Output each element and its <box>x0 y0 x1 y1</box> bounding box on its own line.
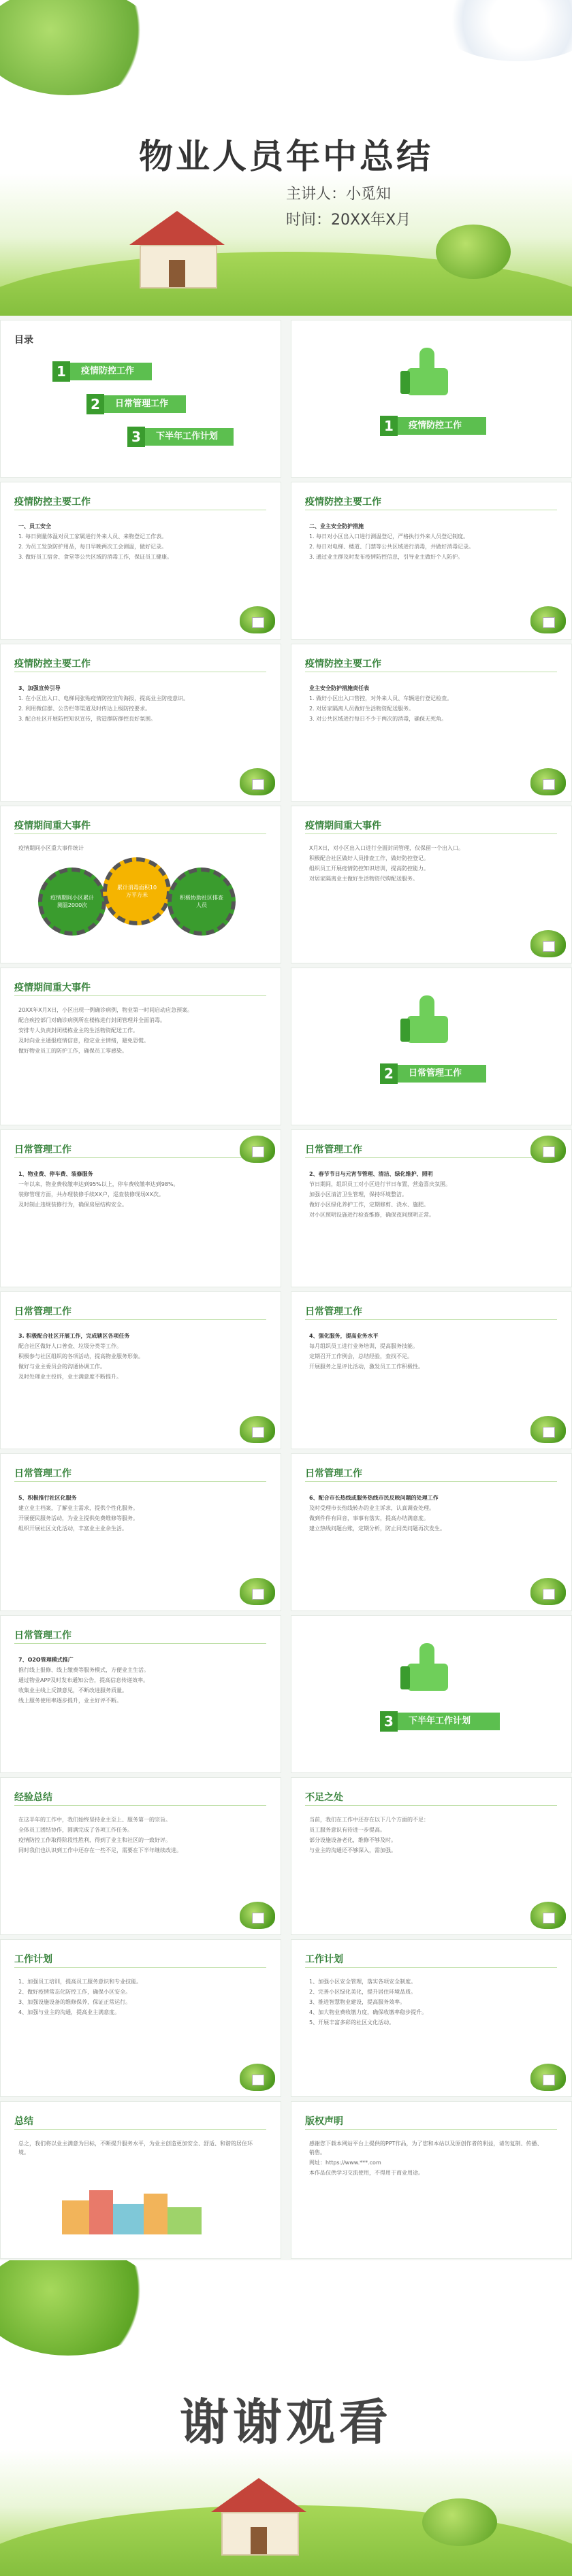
slide-line: 2. 为员工发放防护用品，每日早晚两次工会测温，做好记录。 <box>18 544 168 550</box>
slide-title: 经验总结 <box>14 1792 52 1803</box>
content-slide-7 <box>0 968 281 1125</box>
slide-line: 配合疾控部门对确诊病例所在楼栋进行封闭管理并全面消毒。 <box>18 1017 165 1023</box>
leaf-house-icon <box>530 930 566 957</box>
section-3-label: 下半年工作计划 <box>398 1713 500 1730</box>
slide-line: 3. 对公共区域进行每日不少于两次的消毒，确保无死角。 <box>309 716 447 722</box>
section-1-label: 疫情防控工作 <box>398 417 486 435</box>
leaf-house-icon <box>530 606 566 633</box>
leaf-house-icon <box>240 1578 275 1605</box>
toc-item-1[interactable]: 疫情防控工作 <box>70 363 152 380</box>
slide-line: 建立业主档案，了解业主需求，提供个性化服务。 <box>18 1505 138 1511</box>
thumbs-up-icon <box>400 348 462 395</box>
slide-title: 疫情防控主要工作 <box>14 659 91 670</box>
slide-line: 在这半年的工作中，我们始终坚持业主至上、服务第一的宗旨。 <box>18 1817 171 1823</box>
leaf-house-icon <box>240 1416 275 1443</box>
slide-line: 疫情防控工作取得阶段性胜利，得到了业主和社区的一致好评。 <box>18 1837 171 1843</box>
slide-line: 线上服务使用率逐步提升，业主好评不断。 <box>18 1698 122 1704</box>
slide-title: 工作计划 <box>14 1954 52 1965</box>
cover-title: 物业人员年中总结 <box>139 137 433 176</box>
city-illustration <box>62 2187 205 2234</box>
slide-line: 组织开展社区文化活动，丰富业主业余生活。 <box>18 1525 127 1532</box>
content-slide-20 <box>291 2101 572 2259</box>
slide-line: 对居家隔离业主做好生活物资代购配送服务。 <box>309 876 418 882</box>
slide-line: 5、积极推行社区化服务 <box>18 1495 77 1501</box>
slide-title: 疫情防控主要工作 <box>14 497 91 508</box>
slide-line: 及时制止违规装修行为，确保房屋结构安全。 <box>18 1202 127 1208</box>
slide-title: 日常管理工作 <box>14 1306 72 1317</box>
leaf-house-icon <box>530 768 566 795</box>
slide-line: 开展便民服务活动，为业主提供免费维修等服务。 <box>18 1515 138 1521</box>
leaf-house-icon <box>240 606 275 633</box>
content-slide-6 <box>291 806 572 963</box>
slide-line: 收集业主线上反馈意见，不断改进服务质量。 <box>18 1687 127 1694</box>
thumbs-up-icon <box>400 1643 462 1691</box>
section-1-slide <box>291 320 572 478</box>
cover-slide <box>0 0 572 316</box>
slide-line: 积极参与社区组织的各项活动，提高物业服务形象。 <box>18 1353 144 1359</box>
slide-line: 2、春节节日与元宵节管理、清洁、绿化维护、照明 <box>309 1171 433 1177</box>
gear-text: 累计消毒面积10万平方米 <box>116 885 157 898</box>
slide-line: 配合社区做好人口普查、垃圾分类等工作。 <box>18 1343 122 1349</box>
tree-illustration <box>422 2498 497 2546</box>
slide-line: 建立热线问题台账，定期分析，防止同类问题再次发生。 <box>309 1525 445 1532</box>
slide-line: 5、开展丰富多彩的社区文化活动。 <box>309 2019 395 2026</box>
slide-title: 版权声明 <box>305 2116 343 2127</box>
content-slide-1 <box>0 482 281 640</box>
slide-line: 1、加强员工培训，提高员工服务意识和专业技能。 <box>18 1979 142 1985</box>
slide-line: 组织员工开展疫情防控知识培训，提高防控能力。 <box>309 865 429 872</box>
leaf-house-icon <box>530 1416 566 1443</box>
slide-line: 2. 对居家隔离人员做好生活物资配送服务。 <box>309 706 415 712</box>
slide-title: 日常管理工作 <box>14 1468 72 1479</box>
slide-line: 4、强化服务，提高业务水平 <box>309 1333 379 1339</box>
toc-num-1: 1 <box>52 361 70 382</box>
slide-line: 1. 每日对小区出入口进行测温登记，严格执行外来人员登记制度。 <box>309 533 469 540</box>
content-slide-2 <box>291 482 572 640</box>
gear-icon <box>103 857 171 925</box>
slide-title: 工作计划 <box>305 1954 343 1965</box>
leaf-house-icon <box>240 2064 275 2091</box>
slide-line: 开展服务之星评比活动，激发员工工作积极性。 <box>309 1364 424 1370</box>
slide-line: 做好小区绿化养护工作，定期修剪、浇水、施肥。 <box>309 1202 429 1208</box>
leaf-house-icon <box>240 768 275 795</box>
slide-line: 2、完善小区绿化美化，提升居住环境品质。 <box>309 1989 417 1995</box>
content-slide-12 <box>0 1453 281 1611</box>
slide-line: 做到件件有回音，事事有落实，提高办结满意度。 <box>309 1515 429 1521</box>
slide-title: 不足之处 <box>305 1792 343 1803</box>
slide-line: 1. 做好小区出入口管控，对外来人员、车辆进行登记检查。 <box>309 695 453 701</box>
content-slide-8 <box>0 1129 281 1287</box>
slide-title: 日常管理工作 <box>14 1630 72 1641</box>
slide-line: 感谢您下载本网站平台上提供的PPT作品，为了您和本站以及原创作者的利益，请勿复制、传播、销售。 <box>309 2141 543 2156</box>
slide-line: 员工服务意识有待进一步提高。 <box>309 1827 385 1833</box>
slide-line: 6、配合市长热线或服务热线市民反映问题的处理工作 <box>309 1495 439 1501</box>
content-slide-15 <box>0 1777 281 1935</box>
slide-title: 日常管理工作 <box>305 1468 362 1479</box>
slide-line: 装修管理方面，共办理装修手续XX户，巡查装修现场XX次。 <box>18 1191 164 1198</box>
slide-line: 积极配合社区做好人员排查工作，做好防控登记。 <box>309 855 429 861</box>
slide-line: 3、推进智慧物业建设，提高服务效率。 <box>309 1999 406 2005</box>
thumbs-up-icon <box>400 995 462 1043</box>
slide-line: 加强小区清洁卫生管理，保持环境整洁。 <box>309 1191 407 1198</box>
toc-slide <box>0 320 281 478</box>
slide-line: 节日期间，组织员工对小区进行节日布置，营造喜庆氛围。 <box>309 1181 451 1187</box>
slide-line: 本作品仅供学习交流使用，不得用于商业用途。 <box>309 2170 424 2176</box>
slide-line: 及时受理市长热线转办的业主诉求，认真调查处理。 <box>309 1505 434 1511</box>
leaf-house-icon <box>530 1578 566 1605</box>
toc-num-3: 3 <box>127 427 145 447</box>
slide-line: 推行线上报修、线上缴费等服务模式，方便业主生活。 <box>18 1667 149 1673</box>
slide-line: 与业主的沟通还不够深入，需加强。 <box>309 1847 396 1853</box>
content-slide-11 <box>291 1291 572 1449</box>
content-slide-17 <box>0 1939 281 2097</box>
slide-line: 3. 做好员工宿舍、食堂等公共区域的消毒工作，保证员工健康。 <box>18 554 173 560</box>
section-2-num: 2 <box>380 1063 398 1084</box>
toc-item-2[interactable]: 日常管理工作 <box>104 395 186 413</box>
leaf-house-icon <box>240 1136 275 1163</box>
cover-time: 时间：20XX年X月 <box>286 212 411 229</box>
slide-line: 1、物业费、停车费、装修服务 <box>18 1171 93 1177</box>
content-slide-10 <box>0 1291 281 1449</box>
slide-line: 2. 每日对电梯、楼道、门禁等公共区域进行消毒，并做好消毒记录。 <box>309 544 475 550</box>
slide-line: 安排专人负责封闭楼栋业主的生活物资配送工作。 <box>18 1027 138 1034</box>
slide-line: 当前，我们在工作中还存在以下几个方面的不足： <box>309 1817 429 1823</box>
slide-line: 同时我们也认识到工作中还存在一些不足，需要在下半年继续改进。 <box>18 1847 182 1853</box>
slide-line: 3、加强宣传引导 <box>18 685 61 691</box>
content-slide-18 <box>291 1939 572 2097</box>
slide-line: 7、O2O管理模式推广 <box>18 1657 74 1663</box>
slide-line: 全体员工团结协作，圆满完成了各项工作任务。 <box>18 1827 133 1833</box>
section-2-slide <box>291 968 572 1125</box>
slide-line: 二、业主安全防护措施 <box>309 523 364 529</box>
content-slide-4 <box>291 644 572 802</box>
slide-line: 定期召开工作例会，总结经验，查找不足。 <box>309 1353 413 1359</box>
slide-line: 1. 每日测量体温对员工家属进行外来人员、来物登记工作表。 <box>18 533 168 540</box>
slide-line: 1、加强小区安全管理，落实各项安全制度。 <box>309 1979 417 1985</box>
slide-line: X月X日，对小区出入口进行全面封闭管理，仅保留一个出入口。 <box>309 845 464 851</box>
slide-line: 3. 配合社区开展防控知识宣传，营造群防群控良好氛围。 <box>18 716 157 722</box>
slide-line: 4、加大物业费收缴力度，确保收缴率稳步提升。 <box>309 2009 428 2015</box>
slide-line: 2、做好疫情常态化防控工作，确保小区安全。 <box>18 1989 131 1995</box>
slide-line: 总之，我们将以业主满意为目标，不断提升服务水平，为业主创造更加安全、舒适、和谐的居住环境。 <box>18 2141 253 2156</box>
slide-line: 1. 在小区出入口、电梯间张贴疫情防控宣传海报，提高业主防疫意识。 <box>18 695 189 701</box>
thanks-text: 谢谢观看 <box>179 2394 392 2451</box>
section-3-num: 3 <box>380 1711 398 1732</box>
leaf-house-icon <box>240 1902 275 1929</box>
slide-line: 3. 积极配合社区开展工作，完成辖区各项任务 <box>18 1333 130 1339</box>
end-slide <box>0 2260 572 2576</box>
cover-speaker: 主讲人：小觅知 <box>286 186 392 203</box>
content-slide-14 <box>0 1615 281 1773</box>
slide-line: 网址：https://www.***.com <box>309 2160 381 2166</box>
slide-line: 2. 利用微信群、公告栏等渠道及时传达上级防控要求。 <box>18 706 151 712</box>
toc-item-3[interactable]: 下半年工作计划 <box>145 428 234 446</box>
content-slide-9 <box>291 1129 572 1287</box>
content-slide-3 <box>0 644 281 802</box>
slide-line: 疫情期间小区重大事件统计 <box>18 845 84 851</box>
gear-icon <box>168 868 236 936</box>
leaf-house-icon <box>530 1902 566 1929</box>
gear-text: 疫情期间小区累计测温2000次 <box>50 895 94 908</box>
slide-title: 疫情防控主要工作 <box>305 659 381 670</box>
gear-text: 积极协助社区排查人员 <box>180 895 223 908</box>
slide-line: 做好物业员工的防护工作，确保员工零感染。 <box>18 1048 127 1054</box>
content-slide-5 <box>0 806 281 963</box>
tree-illustration <box>436 225 511 279</box>
slide-title: 日常管理工作 <box>305 1306 362 1317</box>
slide-title: 日常管理工作 <box>305 1144 362 1155</box>
section-1-num: 1 <box>380 416 398 436</box>
content-slide-13 <box>291 1453 572 1611</box>
slide-line: 20XX年X月X日，小区出现一例确诊病例，物业第一时间启动应急预案。 <box>18 1007 193 1013</box>
leaf-house-icon <box>530 1136 566 1163</box>
slide-line: 做好与业主委员会的沟通协调工作。 <box>18 1364 106 1370</box>
slide-line: 3、加强设施设备的维修保养，保证正常运行。 <box>18 1999 131 2005</box>
slide-title: 疫情期间重大事件 <box>305 821 381 831</box>
section-3-slide <box>291 1615 572 1773</box>
gear-icon <box>38 868 106 936</box>
slide-title: 日常管理工作 <box>14 1144 72 1155</box>
content-slide-19 <box>0 2101 281 2259</box>
slide-line: 一年以来，物业费收缴率达到95%以上，停车费收缴率达到98%。 <box>18 1181 179 1187</box>
content-slide-16 <box>291 1777 572 1935</box>
slide-line: 通过物业APP及时发布通知公告，提高信息传递效率。 <box>18 1677 149 1683</box>
slide-line: 业主安全防护措施责任表 <box>309 685 369 691</box>
slide-line: 部分设施设备老化，维修不够及时。 <box>309 1837 396 1843</box>
slide-line: 3. 通过业主群及时发布疫情防控信息，引导业主做好个人防护。 <box>309 554 464 560</box>
slide-line: 及时向业主通报疫情信息，稳定业主情绪，避免恐慌。 <box>18 1038 149 1044</box>
slide-title: 总结 <box>14 2116 33 2127</box>
leaf-house-icon <box>530 2064 566 2091</box>
slide-title: 疫情期间重大事件 <box>14 982 91 993</box>
slide-title: 疫情期间重大事件 <box>14 821 91 831</box>
slide-line: 及时处理业主投诉，业主满意度不断提升。 <box>18 1374 122 1380</box>
slide-line: 一、员工安全 <box>18 523 51 529</box>
toc-num-2: 2 <box>86 394 104 414</box>
section-2-label: 日常管理工作 <box>398 1065 486 1083</box>
slide-title: 疫情防控主要工作 <box>305 497 381 508</box>
slide-line: 4、加强与业主的沟通，提高业主满意度。 <box>18 2009 121 2015</box>
slide-line: 每月组织员工进行业务培训，提高服务技能。 <box>309 1343 418 1349</box>
slide-line: 对小区照明设施进行检查维修，确保夜间照明正常。 <box>309 1212 434 1218</box>
toc-label: 目录 <box>14 335 33 346</box>
